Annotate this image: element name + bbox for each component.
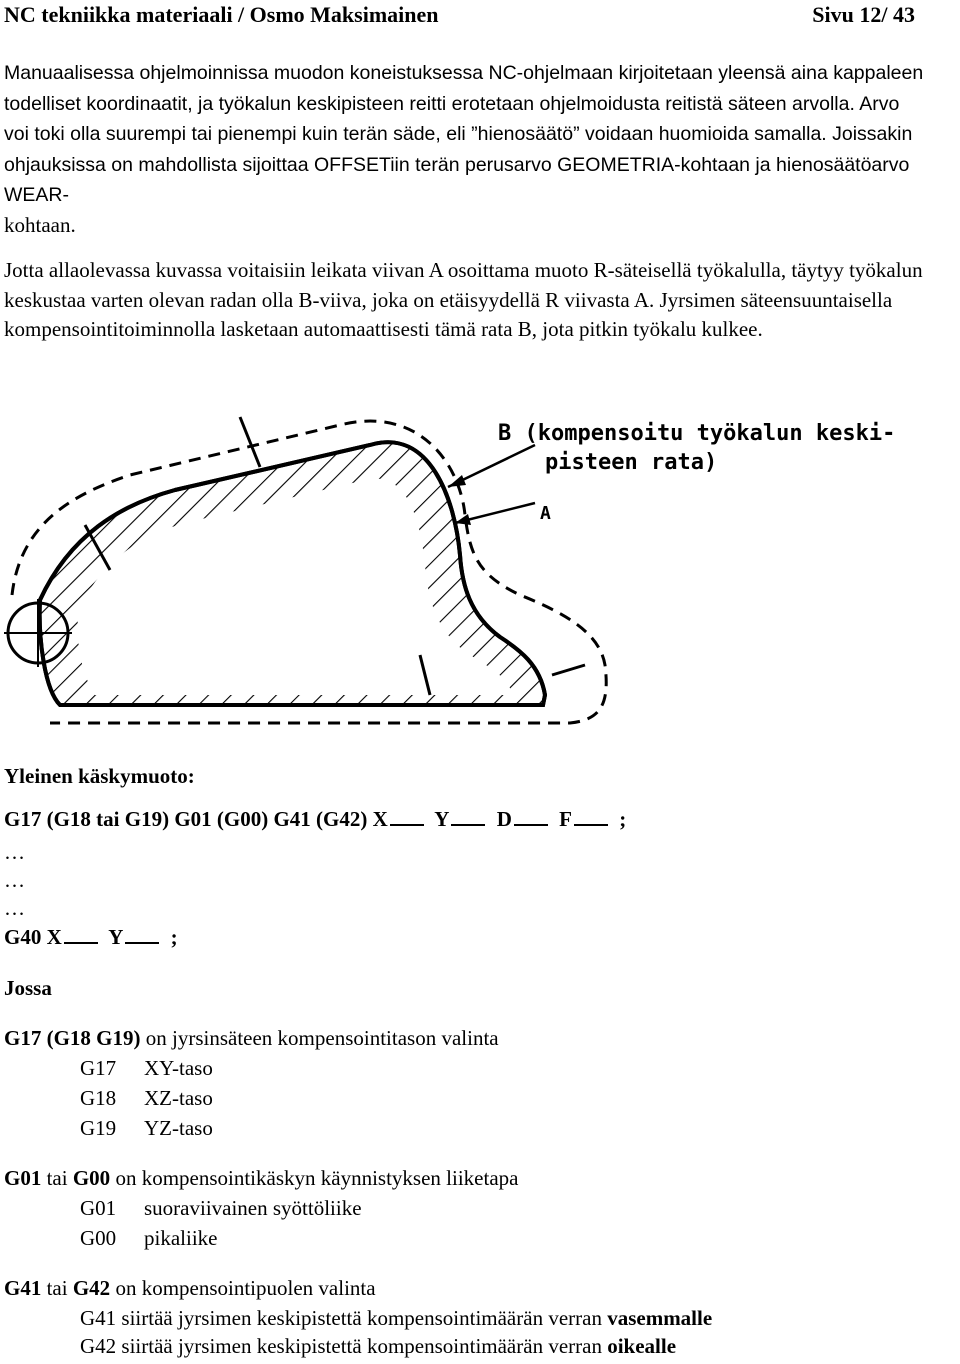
g17-item-code: G17 [80,1056,117,1080]
document-title: NC tekniikka materiaali / Osmo Maksimainen [4,2,439,27]
command-syntax-line [4,806,626,832]
page-number: Sivu 12/ 43 [812,2,915,27]
g17-item-desc: XY-taso [144,1056,213,1080]
g00-item [80,1226,217,1251]
intro-text: Manuaalisessa ohjelmoinnissa muodon koneistuksessa NC-ohjelmaan kirjoitetaan yleensä aina kappaleen todelliset koordinaatit, ja työkalun keskipisteen reitti erotetaan ohjelmoidusta reitistä säteen arvolla. Arvo voi toki olla suurempi tai pienempi kuin terän säde, eli ”hienosäätö” voidaan huomioida samalla. Joissakin ohjauksissa on mahdollista sijoittaa OFFSETiin terän perusarvo GEOMETRIA-kohtaan ja hienosäätöarvo WEAR- [4,62,924,206]
g41-description: on kompensointipuolen valinta [110,1276,376,1300]
g00-item-desc: pikaliike [144,1226,218,1250]
param-d: D [496,807,512,831]
g17-item [80,1056,213,1081]
g01-section-heading [4,1166,518,1191]
g01-connector: tai [41,1166,73,1190]
param-d-blank [514,806,548,826]
ellipsis-2: … [4,868,25,892]
g41-item-text: G41 siirtää jyrsimen keskipistettä kompensointimäärän verran [80,1306,608,1330]
intro-paragraph [4,58,924,240]
label-b-line2: pisteen rata) [545,450,718,475]
param-f-blank [574,806,608,826]
param-y: Y [434,807,450,831]
param-x-blank [390,806,424,826]
g40-end: ; [170,925,178,949]
g40-param-y: Y [108,925,124,949]
distance-marker-3 [552,665,585,675]
ellipsis-1: … [4,840,25,864]
explanation-paragraph: Jotta allaolevassa kuvassa voitaisiin leikata viivan A osoittama muoto R-säteisellä työkalulla, täytyy työkalun keskustaa varten olevan radan olla B-viiva, joka on etäisyydellä R viivasta A. Jyrsimen säteensuuntaisella kompensointitoiminnolla lasketaan automaattisesti tämä rata B, jota pitkin työkalu kulkee. [4,258,923,341]
g01-item [80,1196,362,1221]
g42-item [80,1334,676,1359]
g41-code: G41 [4,1276,42,1300]
g40-param-x: X [46,925,62,949]
g42-code: G42 [72,1276,111,1300]
g18-item [80,1086,213,1111]
g42-item-text: G42 siirtää jyrsimen keskipistettä kompensointimäärän verran [80,1334,608,1358]
g00-item-code: G00 [80,1226,117,1250]
jossa-heading: Jossa [4,976,52,1000]
label-a: A [540,503,551,524]
distance-marker-2 [240,417,260,467]
g01-item-desc: suoraviivainen syöttöliike [144,1196,362,1220]
param-y-blank [451,806,485,826]
label-b-line1: B (kompensoitu työkalun keski- [498,421,896,446]
g42-item-direction: oikealle [607,1334,677,1358]
command-prefix: G17 (G18 tai G19) G01 (G00) G41 (G42) [4,807,368,831]
g19-item [80,1116,213,1141]
page-header [4,0,915,30]
g41-section-heading [4,1276,376,1301]
intro-text-tail: kohtaan. [4,212,76,237]
g18-item-code: G18 [80,1086,117,1110]
g01-item-code: G01 [80,1196,117,1220]
g41-connector: tai [41,1276,73,1300]
g17-codes: G17 (G18 G19) [4,1026,141,1050]
g01-description: on kompensointikäskyn käynnistyksen liiketapa [110,1166,519,1190]
g40-syntax-line [4,924,178,950]
g01-code: G01 [4,1166,42,1190]
g17-section-heading [4,1026,499,1051]
g00-code: G00 [72,1166,111,1190]
g19-item-desc: YZ-taso [144,1116,213,1140]
compensation-diagram [0,405,960,745]
param-x: X [372,807,388,831]
g41-item-direction: vasemmalle [607,1306,713,1330]
ellipsis-3: … [4,896,25,920]
g40-param-y-blank [125,924,159,944]
g17-description: on jyrsinsäteen kompensointitason valinta [140,1026,499,1050]
g40-prefix: G40 [4,925,42,949]
g19-item-code: G19 [80,1116,117,1140]
g41-item [80,1306,712,1331]
param-f: F [559,807,572,831]
g40-param-x-blank [64,924,98,944]
command-heading: Yleinen käskymuoto: [4,764,195,788]
g18-item-desc: XZ-taso [144,1086,213,1110]
leader-lines [448,445,535,525]
command-end: ; [619,807,627,831]
